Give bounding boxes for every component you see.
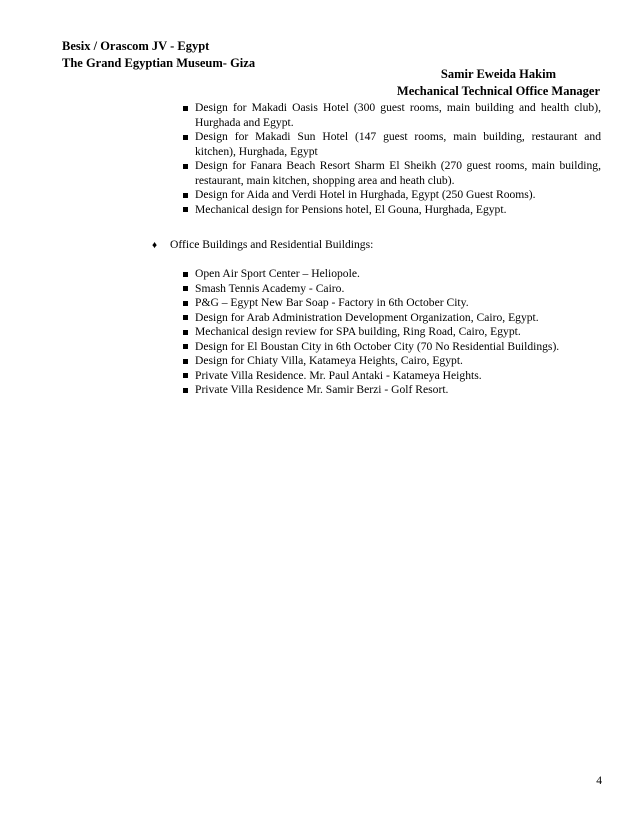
square-bullet-icon	[183, 330, 188, 335]
list-item: Design for Chiaty Villa, Katameya Heights, Cairo, Egypt.	[183, 354, 601, 369]
square-bullet-icon	[183, 373, 188, 378]
person-name: Samir Eweida Hakim	[440, 67, 556, 81]
page-number: 4	[596, 774, 602, 787]
square-bullet-icon	[183, 207, 188, 212]
square-bullet-icon	[183, 344, 188, 349]
list-item: Design for El Boustan City in 6th October City (70 No Residential Buildings).	[183, 340, 601, 355]
list-item: Design for Fanara Beach Resort Sharm El Sheikh (270 guest rooms, main building, restaurant, main kitchen, shopping area and heath club).	[183, 159, 601, 188]
square-bullet-icon	[183, 388, 188, 393]
list-item: P&G – Egypt New Bar Soap - Factory in 6th October City.	[183, 296, 601, 311]
list-item: Design for Arab Administration Development Organization, Cairo, Egypt.	[183, 311, 601, 326]
square-bullet-icon	[183, 135, 188, 140]
list-item: Private Villa Residence. Mr. Paul Antaki - Katameya Heights.	[183, 369, 601, 384]
project-line: The Grand Egyptian Museum- Giza	[62, 56, 256, 70]
list-item: Private Villa Residence Mr. Samir Berzi - Golf Resort.	[183, 383, 601, 398]
square-bullet-icon	[183, 286, 188, 291]
diamond-bullet-icon: ♦	[152, 240, 158, 251]
square-bullet-icon	[183, 106, 188, 111]
square-bullet-icon	[183, 315, 188, 320]
list-item: Mechanical design for Pensions hotel, El Gouna, Hurghada, Egypt.	[183, 203, 601, 218]
list-item: Design for Makadi Sun Hotel (147 guest rooms, main building, restaurant and kitchen), Hurghada, Egypt	[183, 130, 601, 159]
section-heading	[152, 238, 373, 254]
square-bullet-icon	[183, 272, 188, 277]
building-projects-list	[183, 267, 601, 398]
square-bullet-icon	[183, 301, 188, 306]
header-right	[397, 66, 600, 100]
list-item: Open Air Sport Center – Heliopole.	[183, 267, 601, 282]
square-bullet-icon	[183, 359, 188, 364]
list-item: Design for Aida and Verdi Hotel in Hurghada, Egypt (250 Guest Rooms).	[183, 188, 601, 203]
square-bullet-icon	[183, 193, 188, 198]
header-left	[62, 38, 255, 72]
square-bullet-icon	[183, 164, 188, 169]
person-role: Mechanical Technical Office Manager	[396, 84, 600, 98]
list-item: Mechanical design review for SPA building, Ring Road, Cairo, Egypt.	[183, 325, 601, 340]
section-title: Office Buildings and Residential Buildings:	[170, 238, 374, 251]
list-item: Smash Tennis Academy - Cairo.	[183, 282, 601, 297]
list-item: Design for Makadi Oasis Hotel (300 guest rooms, main building and health club), Hurghada and Egypt.	[183, 101, 601, 130]
company-line: Besix / Orascom JV - Egypt	[62, 39, 210, 53]
hotel-projects-list	[183, 101, 601, 217]
